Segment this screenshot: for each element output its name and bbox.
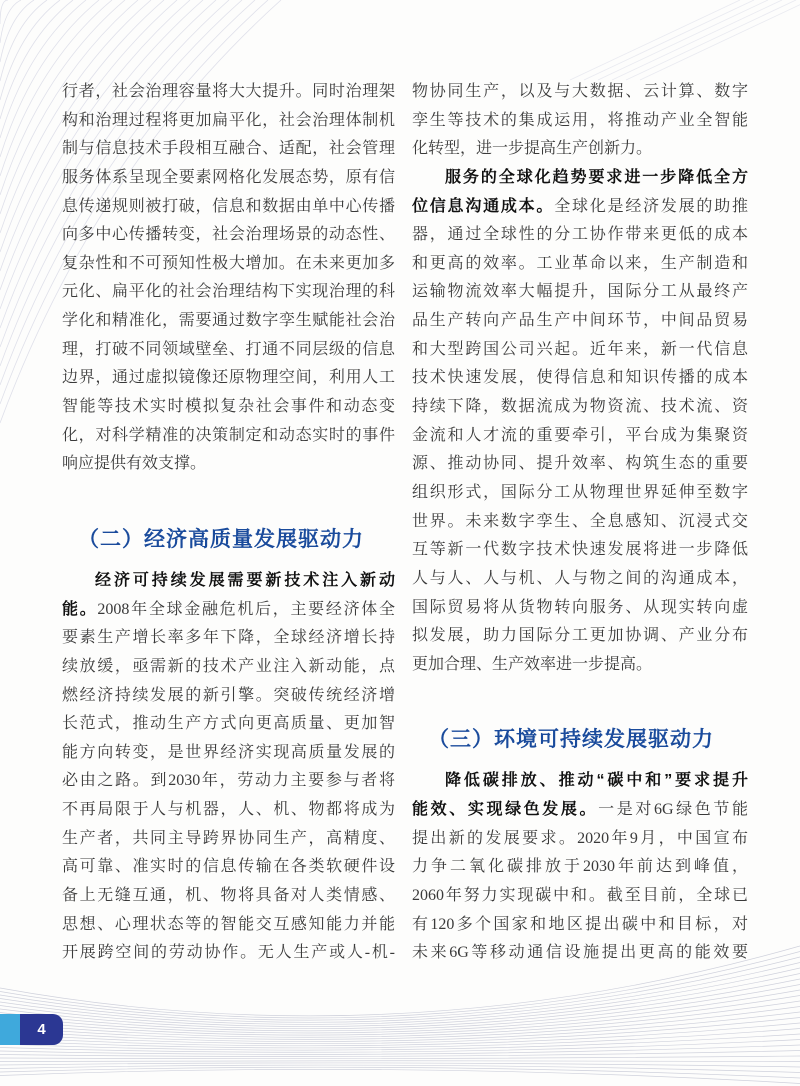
body-text: 响应提供有效支撑。 (62, 455, 207, 473)
text-line (62, 422, 395, 451)
bold-lead-text: 能。 (62, 600, 98, 618)
body-text: 组织形式，国际分工从物理世界延伸至数字 (412, 483, 748, 501)
body-text: 复杂性和不可预知性极大增加。在未来更加多 (62, 254, 395, 272)
text-line (412, 796, 748, 825)
left-column (62, 78, 395, 968)
badge-accent-bar (0, 1014, 20, 1045)
body-text: 续放缓，亟需新的技术产业注入新动能，点 (62, 657, 395, 675)
body-text: 和更高的效率。工业革命以来，生产制造和 (412, 254, 748, 272)
body-text: 一是对6G绿色节能 (598, 801, 748, 819)
text-line (62, 911, 395, 940)
body-text: 2060年努力实现碳中和。截至目前，全球已 (412, 887, 748, 905)
section-heading: （三）环境可持续发展驱动力 (428, 728, 714, 752)
text-line (412, 882, 748, 911)
body-text: 行者，社会治理容量将大大提升。同时治理架 (62, 83, 395, 100)
body-text: 要素生产增长率多年下降，全球经济增长持 (62, 629, 395, 647)
text-line (412, 853, 748, 882)
bold-lead-text: 能效、实现绿色发展。 (412, 801, 599, 819)
body-text: 服务体系呈现全要素网格化发展态势，原有信 (62, 168, 395, 186)
text-line (62, 393, 395, 422)
text-line (62, 710, 395, 739)
body-text: 和大型跨国公司兴起。近年来，新一代信息 (412, 340, 748, 358)
body-text: 未来6G等移动通信设施提出更高的能效要 (412, 944, 748, 962)
text-line (62, 250, 395, 279)
body-text: 能方向转变，是世界经济实现高质量发展的 (62, 743, 395, 761)
text-line (412, 135, 748, 164)
text-line (412, 508, 748, 537)
right-column (412, 78, 748, 968)
text-line (62, 825, 395, 854)
text-line (62, 221, 395, 250)
paragraph (412, 164, 748, 680)
text-line (412, 767, 748, 796)
page-number-badge (0, 1014, 63, 1045)
text-line (412, 336, 748, 365)
text-line (412, 307, 748, 336)
text-line (412, 278, 748, 307)
text-line (412, 107, 748, 136)
bold-lead-text: 位信息沟通成本。 (412, 197, 555, 215)
text-line (62, 135, 395, 164)
text-line (412, 825, 748, 854)
body-text: 金流和人才流的重要牵引，平台成为集聚资 (412, 426, 748, 444)
text-line (62, 450, 395, 479)
bold-lead-text: 经济可持续发展需要新技术注入新动 (95, 571, 395, 589)
text-line (62, 596, 395, 625)
text-line (412, 364, 748, 393)
text-line (62, 624, 395, 653)
text-line (412, 450, 748, 479)
text-line (62, 882, 395, 911)
text-line (412, 651, 748, 680)
text-line (412, 78, 748, 107)
body-text: 世界。未来数字孪生、全息感知、沉浸式交 (412, 512, 748, 530)
text-line (62, 364, 395, 393)
text-line (62, 767, 395, 796)
text-line (412, 393, 748, 422)
text-line (62, 193, 395, 222)
text-line (62, 653, 395, 682)
text-line (62, 682, 395, 711)
body-text: 2008年全球金融危机后，主要经济体全 (97, 600, 395, 618)
body-text: 边界，通过虚拟镜像还原物理空间，利用人工 (62, 369, 395, 387)
body-text: 思想、心理状态等的智能交互感知能力并能 (62, 915, 395, 933)
body-text: 技术快速发展，使得信息和知识传播的成本 (412, 369, 748, 387)
bold-lead-text: 服务的全球化趋势要求进一步降低全方 (445, 168, 748, 186)
text-line (412, 422, 748, 451)
body-text: 高可靠、准实时的信息传输在各类软硬件设 (62, 858, 395, 876)
text-line (62, 107, 395, 136)
text-line (62, 278, 395, 307)
text-line (62, 336, 395, 365)
text-line (62, 739, 395, 768)
body-text: 互等新一代数字技术快速发展将进一步降低 (412, 541, 748, 559)
text-line (62, 164, 395, 193)
section-heading: （二）经济高质量发展驱动力 (78, 527, 364, 551)
text-line (62, 796, 395, 825)
body-text: 必由之路。到2030年，劳动力主要参与者将 (62, 772, 395, 790)
body-text: 力争二氧化碳排放于2030年前达到峰值， (412, 858, 748, 876)
text-line (62, 853, 395, 882)
text-line (62, 567, 395, 596)
body-text: 器，通过全球性的分工协作带来更低的成本 (412, 226, 748, 244)
body-text: 更加合理、生产效率进一步提高。 (412, 655, 653, 673)
text-line (412, 479, 748, 508)
body-text: 孪生等技术的集成运用，将推动产业全智能 (412, 111, 748, 129)
body-text: 制与信息技术手段相互融合、适配，社会管理 (62, 140, 395, 158)
text-line (412, 594, 748, 623)
body-text: 全球化是经济发展的助推 (554, 197, 748, 215)
body-text: 国际贸易将从货物转向服务、从现实转向虚 (412, 598, 748, 616)
body-text: 理，打破不同领域壁垒、打通不同层级的信息 (62, 340, 395, 358)
body-text: 构和治理过程将更加扁平化，社会治理体制机 (62, 111, 395, 129)
body-text: 燃经济持续发展的新引擎。突破传统经济增 (62, 686, 395, 704)
paragraph (412, 767, 748, 967)
text-line (62, 307, 395, 336)
body-text: 生产者，共同主导跨界协同生产，高精度、 (62, 829, 395, 847)
body-text: 息传递规则被打破，信息和数据由单中心传播 (62, 197, 395, 215)
body-text: 不再局限于人与机器，人、机、物都将成为 (62, 801, 395, 819)
paragraph (412, 78, 748, 164)
body-text: 人与人、人与机、人与物之间的沟通成本， (412, 569, 748, 587)
text-line (412, 911, 748, 940)
body-text: 元化、扁平化的社会治理结构下实现治理的科 (62, 283, 395, 301)
paragraph (62, 78, 395, 479)
text-line (412, 939, 748, 968)
body-text: 提出新的发展要求。2020年9月，中国宣布 (412, 829, 748, 847)
text-line (412, 221, 748, 250)
body-text: 物协同生产，以及与大数据、云计算、数字 (412, 83, 748, 100)
body-text: 备上无缝互通，机、物将具备对人类情感、 (62, 887, 395, 905)
body-text: 源、推动协同、提升效率、构筑生态的重要 (412, 455, 748, 473)
body-text: 长范式，推动生产方式向更高质量、更加智 (62, 715, 395, 733)
text-line (62, 939, 395, 968)
text-line (412, 193, 748, 222)
bold-lead-text: 降低碳排放、推动“碳中和”要求提升 (445, 772, 748, 790)
body-text: 学化和精准化，需要通过数字孪生赋能社会治 (62, 312, 395, 330)
body-text: 拟发展，助力国际分工更加协调、产业分布 (412, 627, 748, 645)
body-text: 化，对科学精准的决策制定和动态实时的事件 (62, 426, 395, 444)
text-line (412, 164, 748, 193)
body-text: 智能等技术实时模拟复杂社会事件和动态变 (62, 398, 395, 416)
body-text: 化转型，进一步提高生产创新力。 (412, 140, 653, 158)
text-line (412, 622, 748, 651)
badge-number-box (20, 1014, 63, 1045)
text-line (412, 536, 748, 565)
paragraph (62, 567, 395, 968)
body-text: 有120多个国家和地区提出碳中和目标，对 (412, 915, 748, 933)
body-text: 品生产转向产品生产中间环节，中间品贸易 (412, 312, 748, 330)
text-line (412, 250, 748, 279)
body-text: 运输物流效率大幅提升，国际分工从最终产 (412, 283, 748, 301)
text-line (62, 78, 395, 107)
body-text: 开展跨空间的劳动协作。无人生产或人-机- (62, 944, 395, 962)
body-text: 持续下降，数据流成为物资流、技术流、资 (412, 398, 748, 416)
text-line (412, 565, 748, 594)
page-number: 4 (37, 1021, 46, 1038)
body-text: 向多中心传播转变，社会治理场景的动态性、 (62, 226, 395, 244)
